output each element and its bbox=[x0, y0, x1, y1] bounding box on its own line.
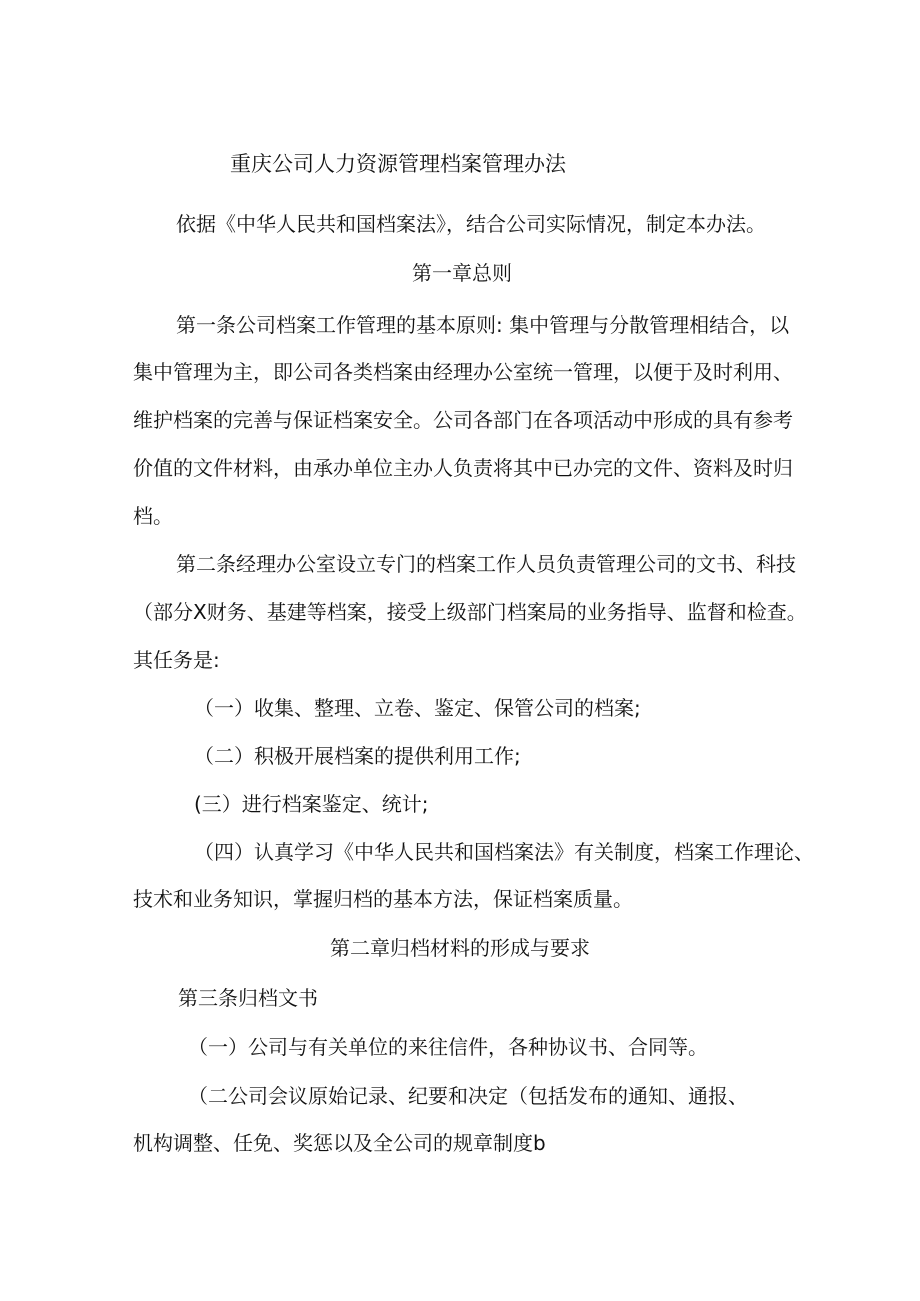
article-2-line: 第二条经理办公室设立专门的档案工作人员负责管理公司的文书、科技 bbox=[176, 552, 796, 576]
preamble: 依据《中华人民共和国档案法》，结合公司实际情况，制定本办法。 bbox=[176, 212, 766, 236]
article-1-line: 档。 bbox=[133, 504, 173, 528]
chapter-2-heading: 第二章归档材料的形成与要求 bbox=[330, 936, 590, 960]
task-item: (三）进行档案鉴定、统计; bbox=[194, 792, 429, 816]
article-1-line: 集中管理为主，即公司各类档案由经理办公室统一管理，以便于及时利用、 bbox=[133, 360, 793, 384]
task-item-continuation: 技术和业务知识，掌握归档的基本方法，保证档案质量。 bbox=[133, 887, 633, 911]
document-title: 重庆公司人力资源管理档案管理办法 bbox=[230, 152, 566, 176]
article-2-line: （部分X财务、基建等档案，接受上级部门档案局的业务指导、监督和检查。 bbox=[133, 600, 807, 624]
article-1-line: 维护档案的完善与保证档案安全。公司各部门在各项活动中形成的具有参考 bbox=[133, 408, 793, 432]
article-3-heading: 第三条归档文书 bbox=[178, 986, 318, 1010]
article-3-item: （一）公司与有关单位的来往信件，各种协议书、合同等。 bbox=[188, 1035, 708, 1059]
article-1-line: 第一条公司档案工作管理的基本原则: 集中管理与分散管理相结合，以 bbox=[176, 313, 790, 337]
article-2-line: 其任务是: bbox=[133, 648, 220, 672]
task-item: （四）认真学习《中华人民共和国档案法》有关制度，档案工作理论、 bbox=[194, 840, 814, 864]
article-3-item-continuation: 机构调整、任免、奖惩以及全公司的规章制度b bbox=[133, 1131, 546, 1155]
task-item: （二）积极开展档案的提供利用工作; bbox=[194, 744, 521, 768]
article-1-line: 价值的文件材料，由承办单位主办人负责将其中已办完的文件、资料及时归 bbox=[133, 456, 793, 480]
task-item: （一）收集、整理、立卷、鉴定、保管公司的档案; bbox=[194, 696, 641, 720]
chapter-1-heading: 第一章总则 bbox=[412, 261, 512, 285]
article-3-item: （二公司会议原始记录、纪要和决定（包括发布的通知、通报、 bbox=[188, 1084, 748, 1108]
